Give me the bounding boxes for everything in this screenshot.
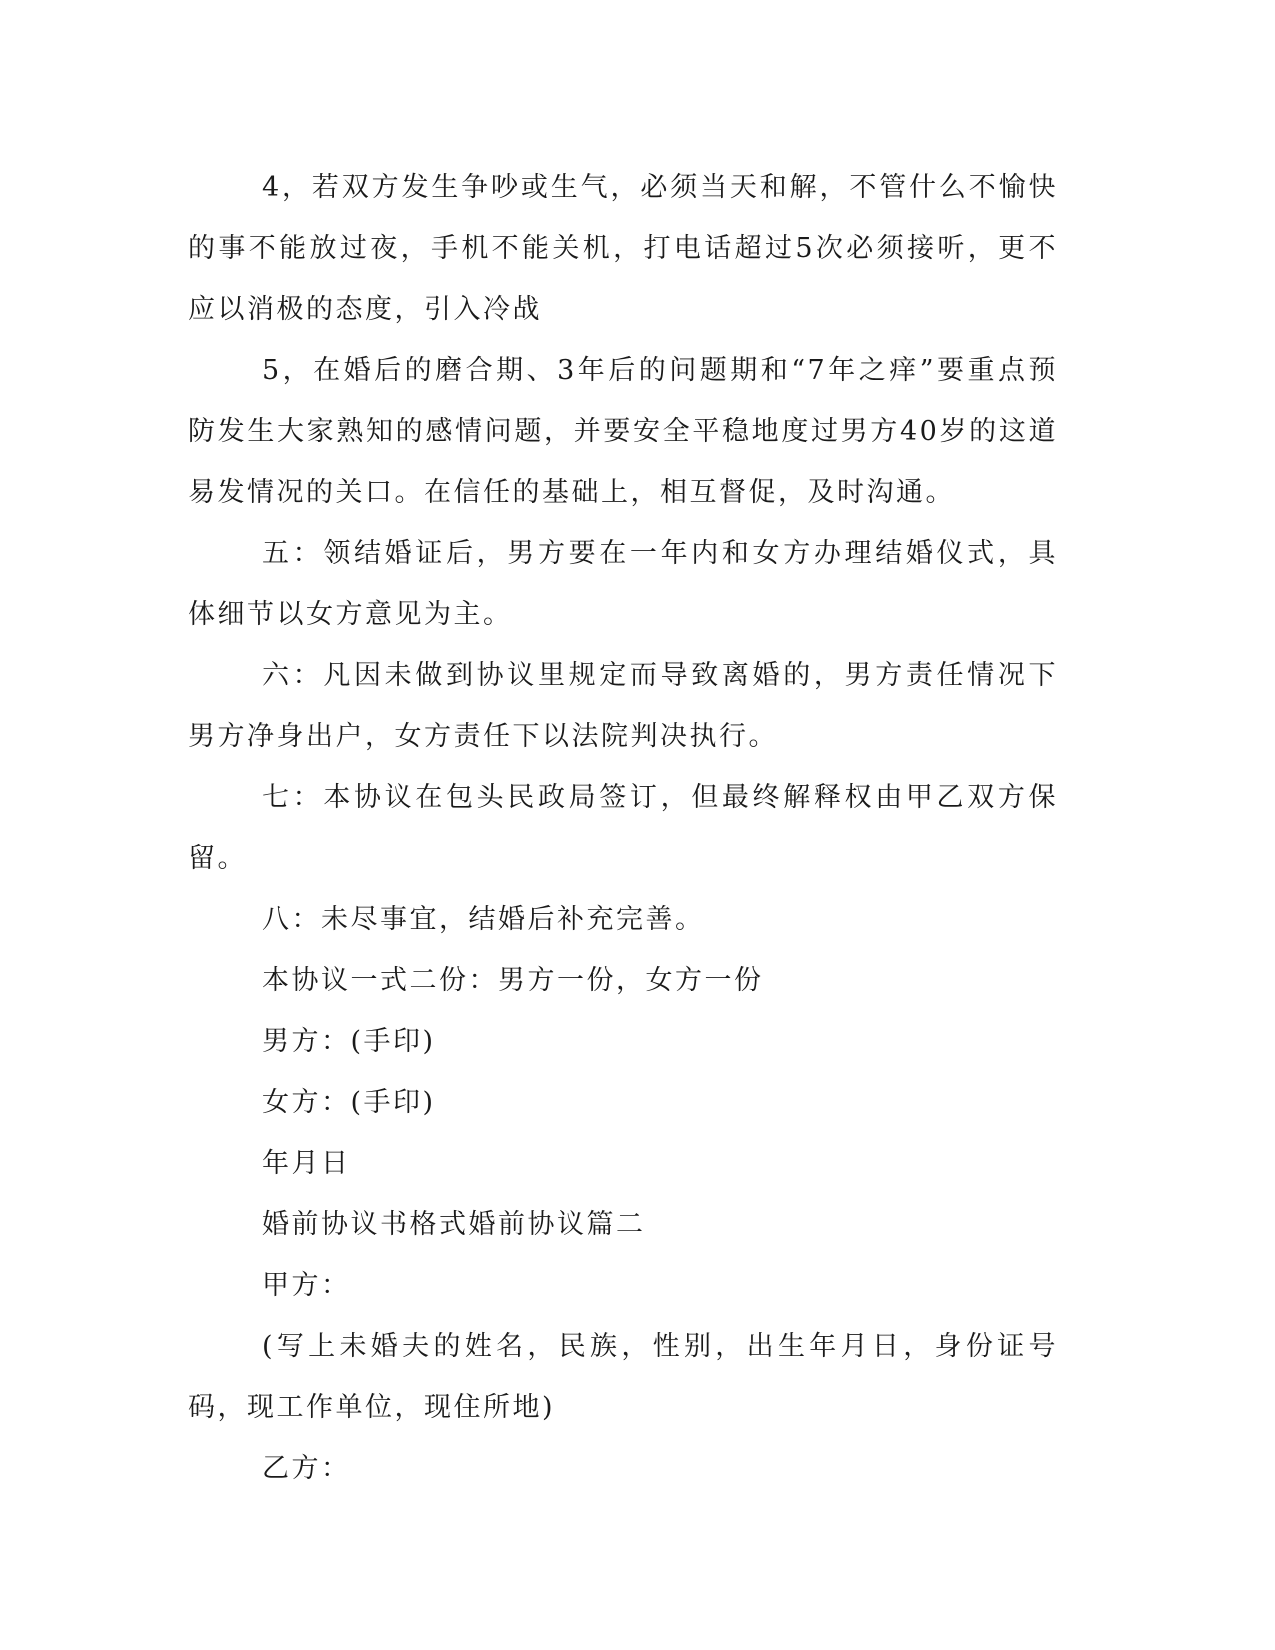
paragraph-clause-4: 4，若双方发生争吵或生气，必须当天和解，不管什么不愉快的事不能放过夜，手机不能关机，打电话超过5次必须接听，更不应以消极的态度，引入冷战 (188, 172, 1058, 325)
document-body (188, 157, 1058, 1499)
paragraph-article-6: 六：凡因未做到协议里规定而导致离婚的，男方责任情况下男方净身出户，女方责任下以法院判决执行。 (188, 660, 1058, 752)
section-heading: 婚前协议书格式婚前协议篇二 (262, 1209, 646, 1240)
paragraph-article-7: 七：本协议在包头民政局签订，但最终解释权由甲乙双方保留。 (188, 782, 1058, 874)
signature-date: 年月日 (262, 1148, 351, 1179)
party-a-instructions: (写上未婚夫的姓名，民族，性别，出生年月日，身份证号码，现工作单位，现住所地) (188, 1331, 1058, 1423)
paragraph-article-5: 五：领结婚证后，男方要在一年内和女方办理结婚仪式，具体细节以女方意见为主。 (188, 538, 1058, 630)
signature-female-party: 女方：(手印) (262, 1087, 436, 1118)
paragraph-clause-5: 5，在婚后的磨合期、3年后的问题期和“7年之痒”要重点预防发生大家熟知的感情问题，并要安全平稳地度过男方40岁的这道易发情况的关口。在信任的基础上，相互督促，及时沟通。 (188, 355, 1058, 508)
paragraph-article-8: 八：未尽事宜，结婚后补充完善。 (262, 904, 705, 935)
party-b-label: 乙方： (262, 1453, 351, 1484)
paragraph-copies: 本协议一式二份：男方一份，女方一份 (262, 965, 764, 996)
signature-male-party: 男方：(手印) (262, 1026, 436, 1057)
party-a-label: 甲方： (262, 1270, 351, 1301)
